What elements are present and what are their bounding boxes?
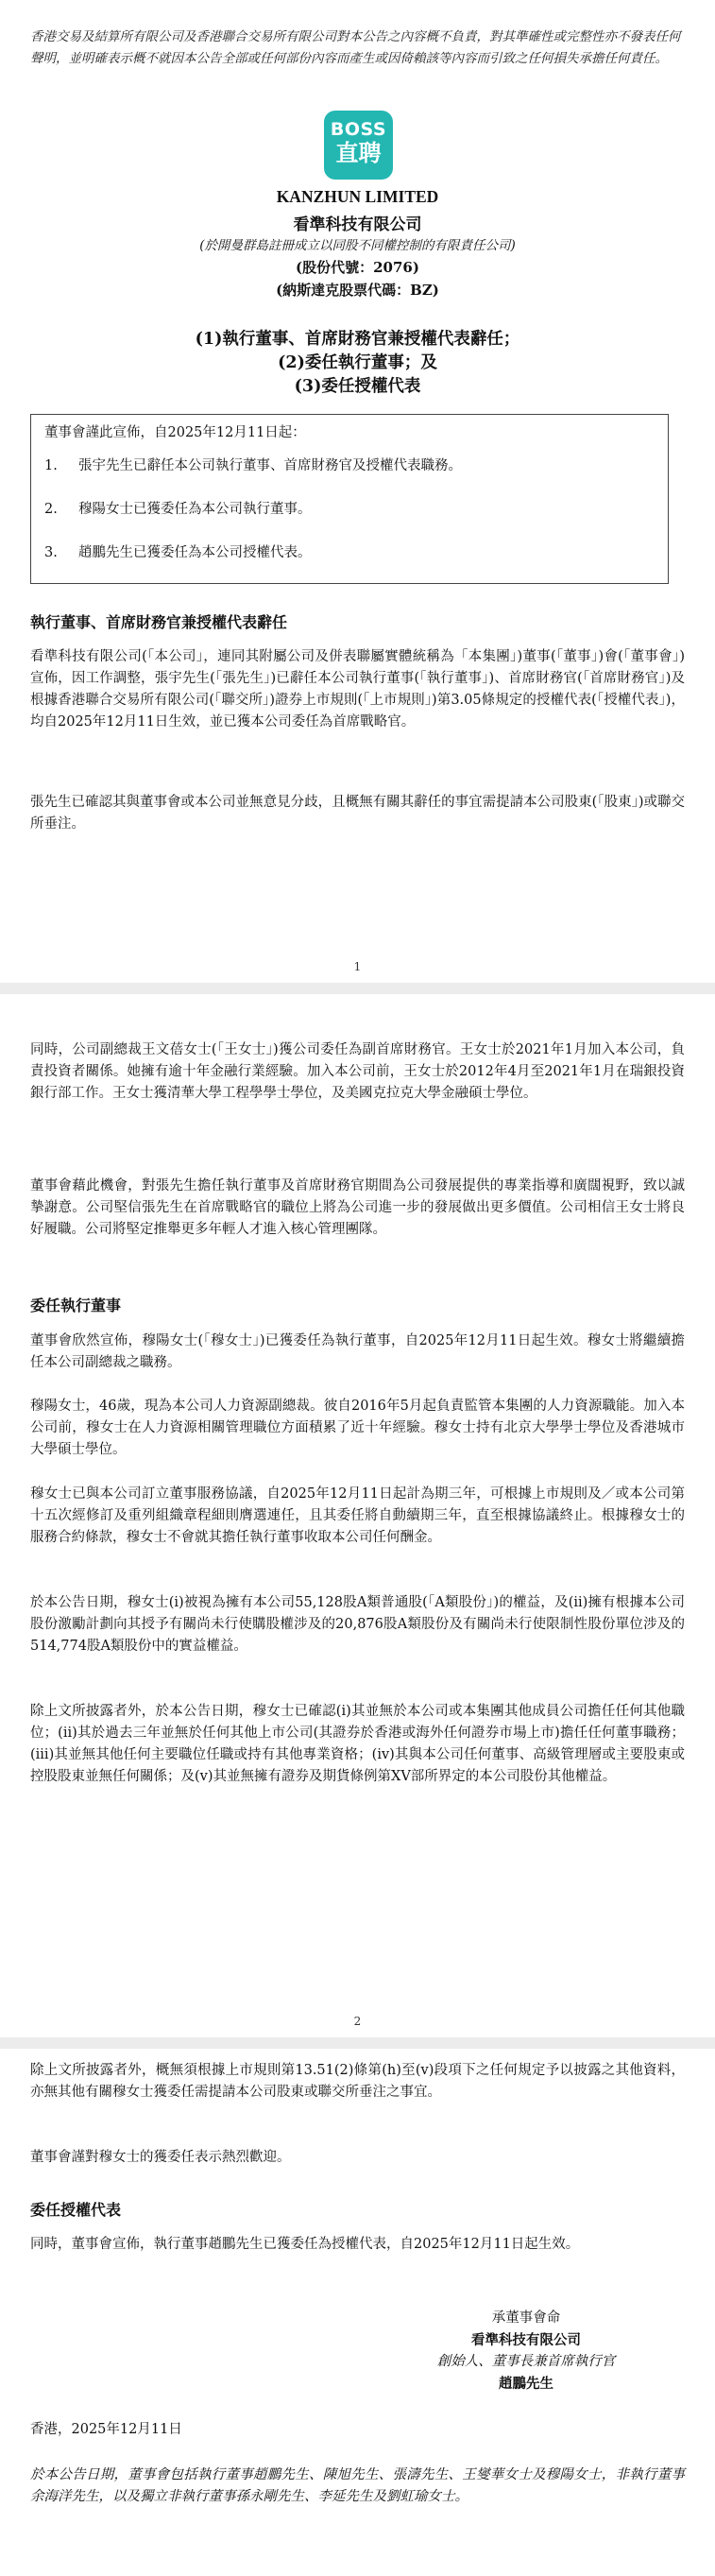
summary-item: [44, 456, 655, 475]
page-number: 2: [353, 2015, 362, 2028]
nasdaq-code: (納斯達克股票代碼：BZ): [276, 282, 439, 299]
deputy-cfo-paragraph: 同時，公司副總裁王文蓓女士(「王女士」)獲公司委任為副首席財務官。王女士於2021年1月加入本公司，負責投資者關係。她擁有逾十年金融行業經驗。加入本公司前，王女士於2012年4月至2021年1月在瑞銀投資銀行部工作。王女士獲清華大學工程學學士學位，及美國克拉克大學金融碩士學位。: [30, 1042, 685, 1101]
stock-code: (股份代號：2076): [296, 259, 419, 276]
incorporation-note: (於開曼群島註冊成立以同股不同權控制的有限責任公司): [199, 238, 516, 253]
company-name-en: KANZHUN LIMITED: [276, 187, 439, 206]
appoint-paragraph-2: 穆陽女士，46歲，現為本公司人力資源副總裁。彼自2016年5月起負責監管本集團的人力資源職能。加入本公司前，穆女士在人力資源相關管理職位方面積累了近十年經驗。穆女士持有北京大學學士學位及香港城市大學碩士學位。: [30, 1399, 685, 1457]
appoint-paragraph-5: 除上文所披露者外，於本公告日期，穆女士已確認(i)其並無於本公司或本集團其他成員公司擔任任何其他職位；(ii)其於過去三年並無於任何其他上市公司(其證券於香港或海外任何證券市場上市)擔任任何董事職務；(iii)其並無其他任何主要職位任職或持有其他專業資格；(iv)其與本公司任何董事、高級管理層或主要股東或控股股東並無任何關係；及(v)其並無擁有證券及期貨條例第XV部所界定的本公司股份其他權益。: [30, 1704, 685, 1784]
disclosure-paragraph: 除上文所披露者外，概無須根據上市規則第13.51(2)條第(h)至(v)段項下之任何規定予以披露之其他資料，亦無其他有關穆女士獲委任需提請本公司股東或聯交所垂注之事宜。: [30, 2063, 685, 2100]
welcome-paragraph: 董事會謹對穆女士的獲委任表示熱烈歡迎。: [30, 2150, 291, 2165]
thanks-paragraph: 董事會藉此機會，對張先生擔任執行董事及首席財務官期間為公司發展提供的專業指導和廣闊視野，致以誠摯謝意。公司堅信張先生在首席戰略官的職位上將為公司進一步的發展做出更多價值。公司相信王女士將良好履職。公司將堅定推舉更多年輕人才進入核心管理團隊。: [30, 1178, 685, 1237]
signature-name: 趙鵬先生: [499, 2376, 553, 2392]
summary-box: [30, 414, 669, 584]
summary-item-number: 3.: [44, 545, 58, 560]
page-3: [0, 2049, 715, 2576]
summary-item-number: 1.: [44, 458, 58, 473]
resignation-paragraph-2: 張先生已確認其與董事會或本公司並無意見分歧，且概無有關其辭任的事宜需提請本公司股東(「股東」)或聯交所垂注。: [30, 795, 685, 832]
signature-company: 看準科技有限公司: [471, 2332, 581, 2348]
summary-intro: 董事會謹此宣佈，自2025年12月11日起：: [44, 425, 306, 440]
announcement-title-1: (1)執行董事、首席財務官兼授權代表辭任；: [195, 330, 520, 349]
section-heading-authorized-rep: 委任授權代表: [30, 2201, 122, 2219]
appoint-paragraph-3: 穆女士已與本公司訂立董事服務協議，自2025年12月11日起計為期三年，可根據上市規則及／或本公司第十五次經修訂及重列組織章程細則膺選連任，且其委任將自動續期三年，直至根據協議終止。根據穆女士的服務合約條款，穆女士不會就其擔任執行董事收取本公司任何酬金。: [30, 1486, 685, 1545]
page-1: [0, 0, 715, 983]
section-heading-appoint-director: 委任執行董事: [30, 1297, 122, 1314]
logo-text-zhipin: 直聘: [335, 140, 382, 166]
section-heading-resignation: 執行董事、首席財務官兼授權代表辭任: [30, 613, 288, 631]
appoint-paragraph-1: 董事會欣然宣佈，穆陽女士(「穆女士」)已獲委任為執行董事，自2025年12月11日起生效。穆女士將繼續擔任本公司副總裁之職務。: [30, 1333, 685, 1370]
announcement-title-2: (2)委任執行董事；及: [278, 353, 437, 372]
boss-zhipin-logo: [324, 111, 393, 180]
disclaimer: 香港交易及結算所有限公司及香港聯合交易所有限公司對本公告之內容概不負責，對其準確性或完整性亦不發表任何聲明，並明確表示概不就因本公告全部或任何部份內容而產生或因倚賴該等內容而引致之任何損失承擔任何責任。: [30, 29, 681, 66]
company-name-zh: 看準科技有限公司: [293, 215, 422, 234]
summary-item-text: 穆陽女士已獲委任為本公司執行董事。: [78, 502, 312, 517]
place-date: 香港，2025年12月11日: [30, 2422, 182, 2437]
signature-by-order: 承董事會命: [491, 2310, 561, 2326]
page-2: [0, 994, 715, 2037]
resignation-paragraph-1: 看準科技有限公司(「本公司」，連同其附屬公司及併表聯屬實體統稱為「本集團」)董事(「董事」)會(「董事會」)宣佈，因工作調整，張宇先生(「張先生」)已辭任本公司執行董事(「執行董事」)、首席財務官(「首席財務官」)及根據香港聯合交易所有限公司(「聯交所」)證券上市規則(「上市規則」)第3.05條規定的授權代表(「授權代表」)，均自2025年12月11日生效，並已獲本公司委任為首席戰略官。: [30, 649, 685, 730]
summary-item-text: 趙鵬先生已獲委任為本公司授權代表。: [78, 545, 312, 560]
summary-item-text: 張宇先生已辭任本公司執行董事、首席財務官及授權代表職務。: [78, 458, 462, 473]
board-composition: 於本公告日期，董事會包括執行董事趙鵬先生、陳旭先生、張濤先生、王燮華女士及穆陽女士，非執行董事余海洋先生，以及獨立非執行董事孫永剛先生、李延先生及劉虹瑜女士。: [30, 2467, 685, 2504]
authorized-rep-paragraph: 同時，董事會宣佈，執行董事趙鵬先生已獲委任為授權代表，自2025年12月11日起生效。: [30, 2237, 580, 2252]
summary-item: [44, 543, 655, 562]
summary-item-number: 2.: [44, 502, 58, 517]
appoint-paragraph-4: 於本公告日期，穆女士(i)被視為擁有本公司55,128股A類普通股(「A類股份」)的權益，及(ii)擁有根據本公司股份激勵計劃向其授予有關尚未行使購股權涉及的20,876股A類股份及有關尚未行使限制性股份單位涉及的514,774股A類股份中的實益權益。: [30, 1595, 685, 1654]
announcement-title-3: (3)委任授權代表: [294, 377, 421, 396]
page-number: 1: [353, 960, 362, 973]
summary-item: [44, 500, 655, 519]
signature-title: 創始人、董事長兼首席執行官: [436, 2354, 616, 2369]
logo-text-boss: BOSS: [330, 119, 387, 140]
